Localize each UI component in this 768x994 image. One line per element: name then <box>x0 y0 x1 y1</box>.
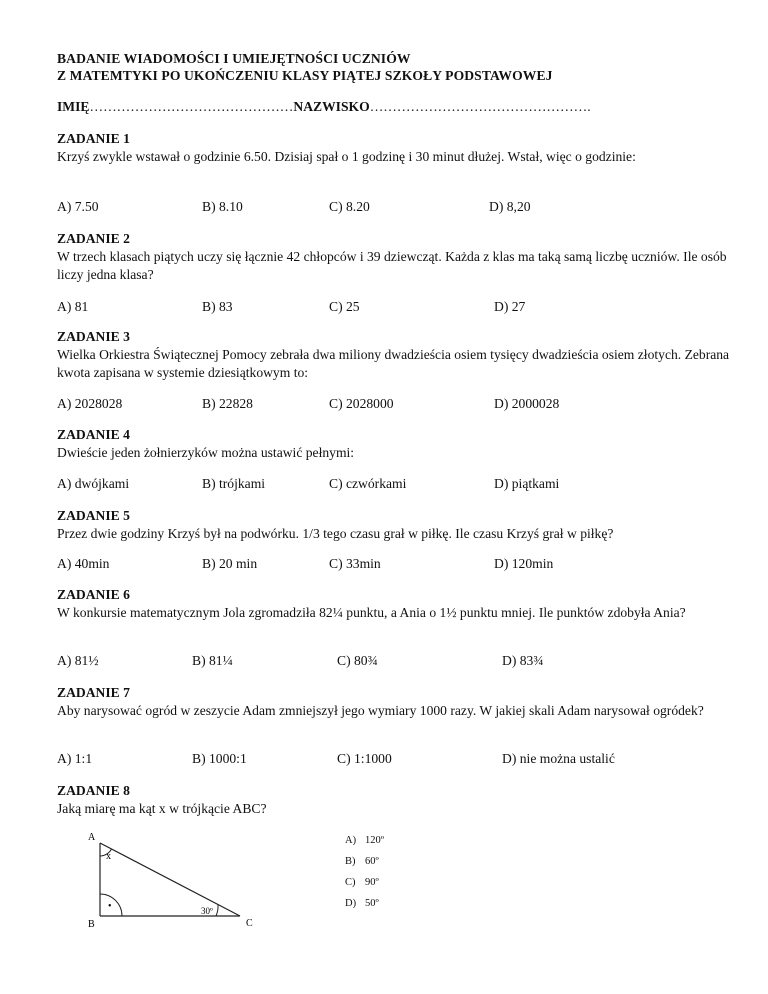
option-c[interactable]: C) 33min <box>329 556 381 571</box>
task-text: Przez dwie godziny Krzyś był na podwórku. 1/3 tego czasu grał w piłkę. Ile czasu Krzyś grał w piłkę? <box>57 526 614 541</box>
task-5-options <box>57 556 757 574</box>
task-3-options <box>57 396 757 414</box>
task-1 <box>57 130 737 166</box>
task-2 <box>57 230 737 284</box>
option-c[interactable]: C) 1:1000 <box>337 751 392 766</box>
task-title: ZADANIE 8 <box>57 783 130 798</box>
task-title: ZADANIE 3 <box>57 329 130 344</box>
task-6 <box>57 586 737 622</box>
task-title: ZADANIE 1 <box>57 131 130 146</box>
option-b[interactable] <box>345 856 379 867</box>
option-d[interactable]: D) 83¾ <box>502 653 544 668</box>
task-text: Dwieście jeden żołnierzyków można ustawić pełnymi: <box>57 445 355 460</box>
option-b[interactable]: B) 22828 <box>202 396 253 411</box>
option-letter: D) <box>345 898 357 909</box>
option-d[interactable]: D) nie można ustalić <box>502 751 615 766</box>
option-b[interactable]: B) trójkami <box>202 476 266 491</box>
task-title: ZADANIE 4 <box>57 427 130 442</box>
header-title-line2: Z MATEMTYKI PO UKOŃCZENIU KLASY PIĄTEJ SZKOŁY PODSTAWOWEJ <box>57 68 553 83</box>
triangle-abc-diagram <box>80 828 280 938</box>
task-1-options <box>57 199 757 217</box>
option-a[interactable]: A) 81½ <box>57 653 99 668</box>
task-4-options <box>57 476 757 494</box>
option-b[interactable]: B) 8.10 <box>202 199 243 214</box>
option-b[interactable]: B) 1000:1 <box>192 751 247 766</box>
name-line <box>57 99 591 115</box>
task-5 <box>57 507 737 543</box>
right-angle-dot: • <box>108 901 112 912</box>
task-2-options <box>57 299 757 317</box>
angle-c-arc <box>216 905 218 916</box>
task-7 <box>57 684 737 720</box>
option-b[interactable]: B) 20 min <box>202 556 258 571</box>
option-d[interactable]: D) 120min <box>494 556 554 571</box>
option-a[interactable]: A) 7.50 <box>57 199 99 214</box>
option-c[interactable] <box>345 877 379 888</box>
task-text: Krzyś zwykle wstawał o godzinie 6.50. Dzisiaj spał o 1 godzinę i 30 minut dłużej. Wstał, więc o godzinie: <box>57 149 636 164</box>
vertex-a-label: A <box>88 832 96 843</box>
task-8 <box>57 782 737 818</box>
option-c[interactable]: C) czwórkami <box>329 476 407 491</box>
option-value: 90º <box>365 877 379 888</box>
option-b[interactable]: B) 83 <box>202 299 233 314</box>
task-7-options <box>57 751 757 769</box>
option-d[interactable]: D) 2000028 <box>494 396 560 411</box>
task-title: ZADANIE 7 <box>57 685 130 700</box>
surname-label: NAZWISKO <box>293 99 370 114</box>
task-6-options <box>57 653 757 671</box>
angle-x-label: x <box>106 851 111 862</box>
task-text: W trzech klasach piątych uczy się łącznie 42 chłopców i 39 dziewcząt. Każda z klas ma taką samą liczbę uczniów. Ile osób liczy jedna klasa? <box>57 249 727 282</box>
task-title: ZADANIE 2 <box>57 231 130 246</box>
option-a[interactable]: A) dwójkami <box>57 476 130 491</box>
option-a[interactable]: A) 1:1 <box>57 751 93 766</box>
option-c[interactable]: C) 8.20 <box>329 199 370 214</box>
task-text: W konkursie matematycznym Jola zgromadziła 82¼ punktu, a Ania o 1½ punktu mniej. Ile punktów zdobyła Ania? <box>57 605 686 620</box>
option-c[interactable]: C) 25 <box>329 299 360 314</box>
option-a[interactable] <box>345 835 384 846</box>
option-letter: C) <box>345 877 356 888</box>
side-ac <box>100 843 240 916</box>
option-c[interactable]: C) 2028000 <box>329 396 394 411</box>
vertex-b-label: B <box>88 919 95 930</box>
vertex-c-label: C <box>246 918 253 929</box>
task-title: ZADANIE 6 <box>57 587 130 602</box>
task-4 <box>57 426 737 462</box>
option-value: 50º <box>365 898 379 909</box>
name-label: IMIĘ <box>57 99 90 114</box>
option-c[interactable]: C) 80¾ <box>337 653 378 668</box>
option-value: 120º <box>365 835 385 846</box>
task-title: ZADANIE 5 <box>57 508 130 523</box>
angle-c-label: 30º <box>201 906 213 916</box>
option-d[interactable]: D) 27 <box>494 299 526 314</box>
name-dots[interactable]: ……………………………………… <box>89 99 294 114</box>
task-text: Jaką miarę ma kąt x w trójkącie ABC? <box>57 801 267 816</box>
surname-dots[interactable]: …………………………………………. <box>369 99 591 114</box>
option-letter: B) <box>345 856 356 867</box>
option-a[interactable]: A) 81 <box>57 299 89 314</box>
option-a[interactable]: A) 40min <box>57 556 110 571</box>
option-d[interactable]: D) piątkami <box>494 476 560 491</box>
option-d[interactable] <box>345 898 379 909</box>
task-3 <box>57 328 737 382</box>
task-text: Aby narysować ogród w zeszycie Adam zmniejszył jego wymiary 1000 razy. W jakiej skali Adam narysował ogródek? <box>57 703 704 718</box>
header-title-line1: BADANIE WIADOMOŚCI I UMIEJĘTNOŚCI UCZNIÓW <box>57 51 411 66</box>
option-a[interactable]: A) 2028028 <box>57 396 123 411</box>
option-d[interactable]: D) 8,20 <box>489 199 531 214</box>
option-letter: A) <box>345 835 357 846</box>
task-text: Wielka Orkiestra Świątecznej Pomocy zebrała dwa miliony dwadzieścia osiem tysięcy dwadzieścia osiem złotych. Zebrana kwota zapisana w systemie dziesiątkowym to: <box>57 347 730 380</box>
option-value: 60º <box>365 856 379 867</box>
option-b[interactable]: B) 81¼ <box>192 653 233 668</box>
